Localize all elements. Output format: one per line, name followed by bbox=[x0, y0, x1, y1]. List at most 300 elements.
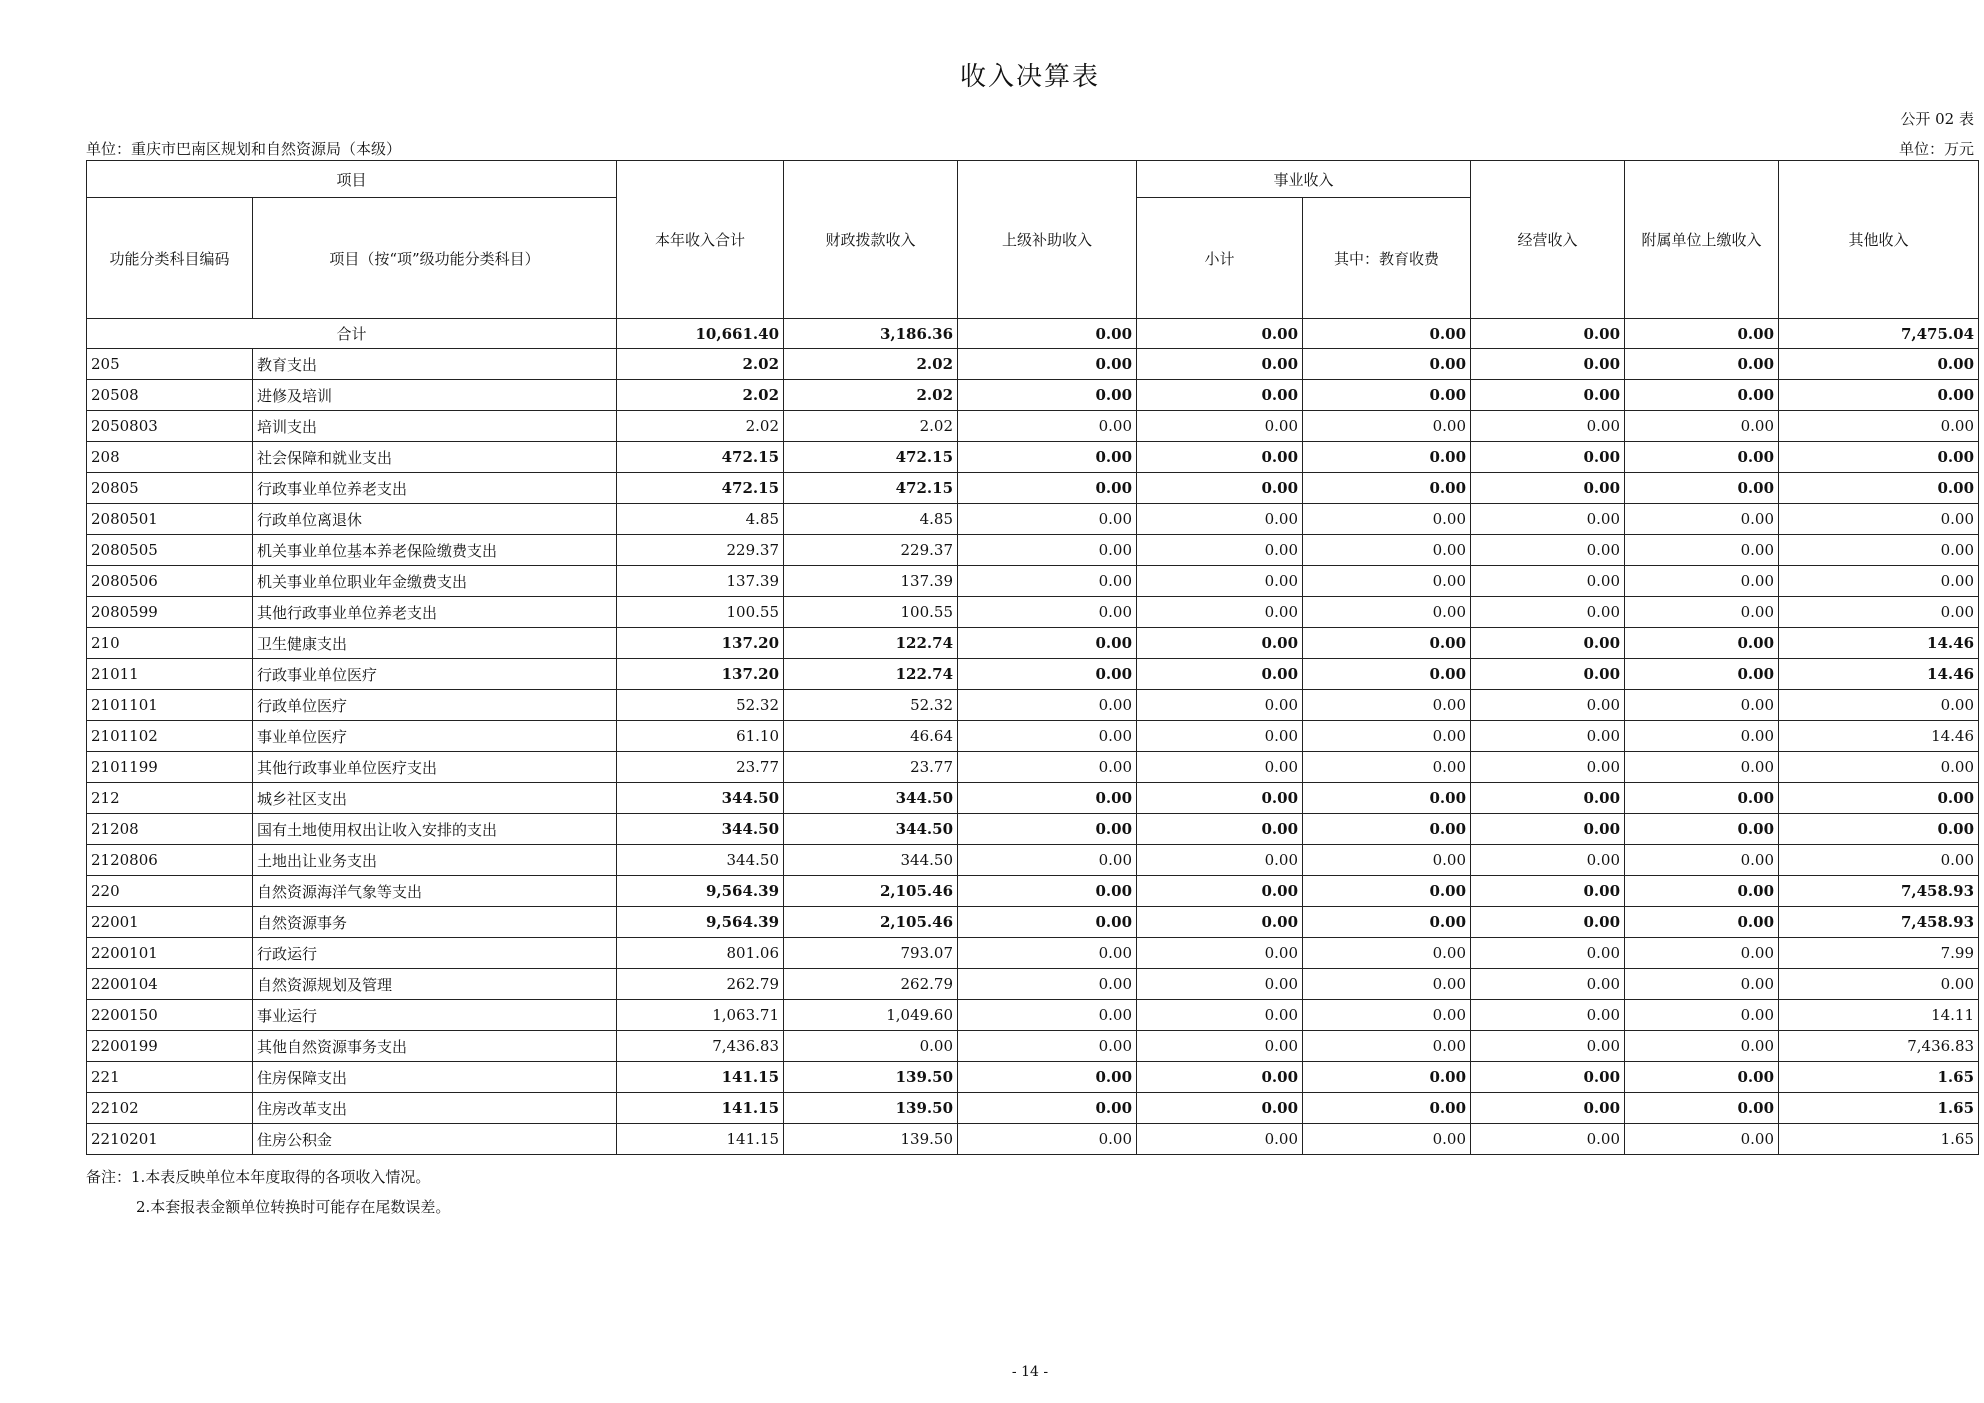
row-value: 1.65 bbox=[1779, 1062, 1979, 1093]
row-name: 社会保障和就业支出 bbox=[253, 442, 617, 473]
row-code: 2080505 bbox=[87, 535, 253, 566]
row-value: 472.15 bbox=[784, 442, 958, 473]
row-value: 0.00 bbox=[1137, 690, 1303, 721]
row-value: 344.50 bbox=[617, 814, 784, 845]
row-value: 344.50 bbox=[784, 845, 958, 876]
row-value: 0.00 bbox=[1137, 628, 1303, 659]
row-value: 0.00 bbox=[1625, 721, 1779, 752]
row-value: 2.02 bbox=[617, 380, 784, 411]
table-row bbox=[87, 535, 1979, 566]
row-value: 61.10 bbox=[617, 721, 784, 752]
row-value: 0.00 bbox=[1303, 690, 1471, 721]
row-code: 208 bbox=[87, 442, 253, 473]
row-value: 0.00 bbox=[958, 349, 1137, 380]
row-value: 0.00 bbox=[1303, 1062, 1471, 1093]
row-value: 0.00 bbox=[1471, 1031, 1625, 1062]
row-code: 205 bbox=[87, 349, 253, 380]
header-business: 事业收入 bbox=[1137, 161, 1471, 198]
row-value: 0.00 bbox=[1625, 969, 1779, 1000]
row-value: 0.00 bbox=[1303, 597, 1471, 628]
row-value: 1.65 bbox=[1779, 1124, 1979, 1155]
row-value: 344.50 bbox=[784, 814, 958, 845]
row-value: 0.00 bbox=[1471, 504, 1625, 535]
header-item: 项目（按“项”级功能分类科目） bbox=[253, 198, 617, 319]
row-code: 21011 bbox=[87, 659, 253, 690]
table-row bbox=[87, 969, 1979, 1000]
row-value: 7,436.83 bbox=[617, 1031, 784, 1062]
row-code: 2050803 bbox=[87, 411, 253, 442]
table-row bbox=[87, 1000, 1979, 1031]
row-name: 国有土地使用权出让收入安排的支出 bbox=[253, 814, 617, 845]
row-value: 0.00 bbox=[1625, 411, 1779, 442]
row-value: 0.00 bbox=[1471, 659, 1625, 690]
row-code: 2200150 bbox=[87, 1000, 253, 1031]
total-cell: 0.00 bbox=[1303, 319, 1471, 349]
row-value: 0.00 bbox=[1137, 876, 1303, 907]
row-name: 其他行政事业单位医疗支出 bbox=[253, 752, 617, 783]
row-value: 0.00 bbox=[958, 442, 1137, 473]
row-value: 23.77 bbox=[617, 752, 784, 783]
notes bbox=[86, 1162, 450, 1222]
row-value: 0.00 bbox=[1137, 907, 1303, 938]
header-code: 功能分类科目编码 bbox=[87, 198, 253, 319]
row-value: 0.00 bbox=[1471, 1000, 1625, 1031]
row-code: 2210201 bbox=[87, 1124, 253, 1155]
row-value: 262.79 bbox=[617, 969, 784, 1000]
row-value: 0.00 bbox=[1303, 473, 1471, 504]
row-value: 137.39 bbox=[784, 566, 958, 597]
row-value: 0.00 bbox=[1303, 721, 1471, 752]
row-name: 行政事业单位养老支出 bbox=[253, 473, 617, 504]
row-name: 卫生健康支出 bbox=[253, 628, 617, 659]
row-code: 21208 bbox=[87, 814, 253, 845]
row-value: 0.00 bbox=[1303, 969, 1471, 1000]
row-value: 262.79 bbox=[784, 969, 958, 1000]
row-value: 0.00 bbox=[1471, 1124, 1625, 1155]
row-value: 229.37 bbox=[617, 535, 784, 566]
table-row bbox=[87, 1124, 1979, 1155]
row-value: 0.00 bbox=[1471, 969, 1625, 1000]
row-value: 0.00 bbox=[1303, 628, 1471, 659]
total-cell: 0.00 bbox=[1471, 319, 1625, 349]
row-value: 0.00 bbox=[958, 1062, 1137, 1093]
row-value: 0.00 bbox=[1303, 752, 1471, 783]
row-code: 22001 bbox=[87, 907, 253, 938]
row-value: 0.00 bbox=[1303, 349, 1471, 380]
note-2: 2.本套报表金额单位转换时可能存在尾数误差。 bbox=[136, 1198, 451, 1216]
row-value: 0.00 bbox=[1779, 597, 1979, 628]
row-value: 0.00 bbox=[1137, 535, 1303, 566]
row-value: 7,458.93 bbox=[1779, 907, 1979, 938]
row-code: 20805 bbox=[87, 473, 253, 504]
row-value: 0.00 bbox=[958, 752, 1137, 783]
row-value: 0.00 bbox=[1137, 659, 1303, 690]
row-value: 1,049.60 bbox=[784, 1000, 958, 1031]
row-value: 0.00 bbox=[1471, 876, 1625, 907]
row-value: 0.00 bbox=[958, 690, 1137, 721]
row-value: 0.00 bbox=[958, 659, 1137, 690]
row-name: 培训支出 bbox=[253, 411, 617, 442]
row-value: 122.74 bbox=[784, 659, 958, 690]
row-value: 0.00 bbox=[1625, 349, 1779, 380]
row-value: 0.00 bbox=[1137, 504, 1303, 535]
row-value: 52.32 bbox=[784, 690, 958, 721]
row-value: 100.55 bbox=[617, 597, 784, 628]
row-value: 0.00 bbox=[1625, 1031, 1779, 1062]
row-value: 0.00 bbox=[1625, 876, 1779, 907]
row-name: 机关事业单位职业年金缴费支出 bbox=[253, 566, 617, 597]
page-title: 收入决算表 bbox=[959, 62, 1100, 92]
row-value: 46.64 bbox=[784, 721, 958, 752]
row-value: 472.15 bbox=[784, 473, 958, 504]
row-value: 0.00 bbox=[1303, 938, 1471, 969]
row-code: 2080501 bbox=[87, 504, 253, 535]
row-value: 2.02 bbox=[784, 380, 958, 411]
row-value: 0.00 bbox=[1779, 752, 1979, 783]
row-value: 0.00 bbox=[958, 938, 1137, 969]
row-name: 教育支出 bbox=[253, 349, 617, 380]
row-value: 137.39 bbox=[617, 566, 784, 597]
row-value: 139.50 bbox=[784, 1124, 958, 1155]
row-value: 0.00 bbox=[1137, 721, 1303, 752]
table-row bbox=[87, 473, 1979, 504]
row-value: 0.00 bbox=[1471, 473, 1625, 504]
table-row bbox=[87, 752, 1979, 783]
row-value: 0.00 bbox=[1303, 411, 1471, 442]
row-name: 事业运行 bbox=[253, 1000, 617, 1031]
row-value: 801.06 bbox=[617, 938, 784, 969]
row-value: 0.00 bbox=[1137, 783, 1303, 814]
row-value: 0.00 bbox=[1137, 1062, 1303, 1093]
row-value: 7,458.93 bbox=[1779, 876, 1979, 907]
row-code: 2120806 bbox=[87, 845, 253, 876]
row-value: 0.00 bbox=[1625, 938, 1779, 969]
table-row bbox=[87, 814, 1979, 845]
row-value: 0.00 bbox=[784, 1031, 958, 1062]
row-name: 其他行政事业单位养老支出 bbox=[253, 597, 617, 628]
table-row bbox=[87, 628, 1979, 659]
row-value: 0.00 bbox=[1137, 938, 1303, 969]
row-value: 0.00 bbox=[1137, 814, 1303, 845]
page-number: - 14 - bbox=[1011, 1364, 1049, 1380]
row-value: 1.65 bbox=[1779, 1093, 1979, 1124]
row-name: 住房保障支出 bbox=[253, 1062, 617, 1093]
table-row bbox=[87, 659, 1979, 690]
row-value: 0.00 bbox=[1779, 349, 1979, 380]
total-cell: 3,186.36 bbox=[784, 319, 958, 349]
row-value: 344.50 bbox=[784, 783, 958, 814]
row-value: 0.00 bbox=[1471, 442, 1625, 473]
table-row bbox=[87, 504, 1979, 535]
row-code: 220 bbox=[87, 876, 253, 907]
total-cell: 0.00 bbox=[1137, 319, 1303, 349]
row-value: 0.00 bbox=[1137, 442, 1303, 473]
reporting-unit: 单位：重庆市巴南区规划和自然资源局（本级） bbox=[86, 140, 402, 158]
row-name: 住房公积金 bbox=[253, 1124, 617, 1155]
row-value: 0.00 bbox=[1303, 1124, 1471, 1155]
row-value: 0.00 bbox=[1625, 690, 1779, 721]
row-value: 0.00 bbox=[958, 721, 1137, 752]
row-value: 1,063.71 bbox=[617, 1000, 784, 1031]
row-value: 23.77 bbox=[784, 752, 958, 783]
row-code: 2080599 bbox=[87, 597, 253, 628]
row-value: 0.00 bbox=[1471, 907, 1625, 938]
row-value: 2.02 bbox=[784, 349, 958, 380]
row-value: 0.00 bbox=[1625, 783, 1779, 814]
row-value: 0.00 bbox=[958, 473, 1137, 504]
row-value: 0.00 bbox=[1471, 938, 1625, 969]
row-value: 0.00 bbox=[1303, 783, 1471, 814]
row-value: 141.15 bbox=[617, 1093, 784, 1124]
row-value: 14.46 bbox=[1779, 628, 1979, 659]
row-value: 0.00 bbox=[1779, 814, 1979, 845]
table-row bbox=[87, 597, 1979, 628]
row-value: 9,564.39 bbox=[617, 876, 784, 907]
row-code: 2101102 bbox=[87, 721, 253, 752]
row-value: 0.00 bbox=[958, 907, 1137, 938]
row-value: 0.00 bbox=[1471, 752, 1625, 783]
row-value: 0.00 bbox=[1625, 442, 1779, 473]
row-value: 0.00 bbox=[1303, 1031, 1471, 1062]
row-value: 0.00 bbox=[1137, 411, 1303, 442]
row-value: 0.00 bbox=[1303, 907, 1471, 938]
row-value: 229.37 bbox=[784, 535, 958, 566]
total-cell: 7,475.04 bbox=[1779, 319, 1979, 349]
row-value: 344.50 bbox=[617, 783, 784, 814]
row-value: 4.85 bbox=[784, 504, 958, 535]
row-value: 472.15 bbox=[617, 442, 784, 473]
row-name: 住房改革支出 bbox=[253, 1093, 617, 1124]
row-value: 0.00 bbox=[958, 535, 1137, 566]
row-value: 0.00 bbox=[1625, 907, 1779, 938]
row-value: 0.00 bbox=[1625, 1000, 1779, 1031]
row-value: 0.00 bbox=[1471, 349, 1625, 380]
header-total-income: 本年收入合计 bbox=[617, 161, 784, 319]
table-row bbox=[87, 566, 1979, 597]
row-code: 20508 bbox=[87, 380, 253, 411]
table-row bbox=[87, 1093, 1979, 1124]
row-value: 0.00 bbox=[958, 1124, 1137, 1155]
row-code: 2080506 bbox=[87, 566, 253, 597]
row-value: 0.00 bbox=[1137, 566, 1303, 597]
row-value: 0.00 bbox=[958, 566, 1137, 597]
row-value: 14.46 bbox=[1779, 721, 1979, 752]
row-value: 0.00 bbox=[1625, 566, 1779, 597]
row-value: 0.00 bbox=[1471, 597, 1625, 628]
row-value: 0.00 bbox=[958, 411, 1137, 442]
row-name: 城乡社区支出 bbox=[253, 783, 617, 814]
row-code: 2200101 bbox=[87, 938, 253, 969]
row-value: 0.00 bbox=[1303, 1000, 1471, 1031]
row-value: 14.46 bbox=[1779, 659, 1979, 690]
row-value: 0.00 bbox=[1137, 845, 1303, 876]
row-value: 0.00 bbox=[1471, 535, 1625, 566]
row-code: 221 bbox=[87, 1062, 253, 1093]
row-code: 2101101 bbox=[87, 690, 253, 721]
row-value: 0.00 bbox=[958, 504, 1137, 535]
table-row bbox=[87, 876, 1979, 907]
row-value: 0.00 bbox=[1303, 876, 1471, 907]
row-value: 0.00 bbox=[1625, 845, 1779, 876]
row-value: 137.20 bbox=[617, 659, 784, 690]
row-value: 2.02 bbox=[617, 349, 784, 380]
row-value: 0.00 bbox=[1303, 659, 1471, 690]
row-code: 22102 bbox=[87, 1093, 253, 1124]
row-name: 行政事业单位医疗 bbox=[253, 659, 617, 690]
row-code: 2200104 bbox=[87, 969, 253, 1000]
row-name: 自然资源规划及管理 bbox=[253, 969, 617, 1000]
row-value: 0.00 bbox=[1303, 1093, 1471, 1124]
row-value: 0.00 bbox=[958, 845, 1137, 876]
row-value: 0.00 bbox=[1625, 597, 1779, 628]
table-row bbox=[87, 721, 1979, 752]
total-row bbox=[87, 319, 1979, 349]
row-value: 0.00 bbox=[1625, 473, 1779, 504]
row-value: 0.00 bbox=[1625, 380, 1779, 411]
row-value: 0.00 bbox=[958, 380, 1137, 411]
row-value: 0.00 bbox=[1471, 566, 1625, 597]
note-1: 备注：1.本表反映单位本年度取得的各项收入情况。 bbox=[86, 1168, 431, 1186]
row-value: 2,105.46 bbox=[784, 876, 958, 907]
row-value: 0.00 bbox=[1471, 380, 1625, 411]
row-value: 0.00 bbox=[1471, 690, 1625, 721]
table-row bbox=[87, 411, 1979, 442]
row-name: 行政单位离退休 bbox=[253, 504, 617, 535]
row-value: 137.20 bbox=[617, 628, 784, 659]
row-value: 2.02 bbox=[784, 411, 958, 442]
row-value: 0.00 bbox=[1137, 349, 1303, 380]
header-education: 其中：教育收费 bbox=[1303, 198, 1471, 319]
row-value: 52.32 bbox=[617, 690, 784, 721]
row-value: 0.00 bbox=[958, 783, 1137, 814]
row-value: 0.00 bbox=[958, 969, 1137, 1000]
row-value: 0.00 bbox=[958, 1031, 1137, 1062]
row-code: 212 bbox=[87, 783, 253, 814]
table-row bbox=[87, 380, 1979, 411]
header-superior: 上级补助收入 bbox=[958, 161, 1137, 319]
row-value: 0.00 bbox=[1471, 1062, 1625, 1093]
header-affiliated: 附属单位上缴收入 bbox=[1625, 161, 1779, 319]
row-value: 0.00 bbox=[1625, 752, 1779, 783]
table-row bbox=[87, 845, 1979, 876]
row-value: 0.00 bbox=[1625, 659, 1779, 690]
row-value: 7,436.83 bbox=[1779, 1031, 1979, 1062]
row-value: 0.00 bbox=[1137, 597, 1303, 628]
table-row bbox=[87, 349, 1979, 380]
row-value: 0.00 bbox=[1303, 845, 1471, 876]
table-row bbox=[87, 442, 1979, 473]
total-cell: 0.00 bbox=[958, 319, 1137, 349]
row-value: 100.55 bbox=[784, 597, 958, 628]
row-value: 122.74 bbox=[784, 628, 958, 659]
table-row bbox=[87, 907, 1979, 938]
row-value: 472.15 bbox=[617, 473, 784, 504]
row-value: 0.00 bbox=[958, 876, 1137, 907]
row-code: 2200199 bbox=[87, 1031, 253, 1062]
row-name: 行政单位医疗 bbox=[253, 690, 617, 721]
row-value: 0.00 bbox=[1137, 1000, 1303, 1031]
header-operating: 经营收入 bbox=[1471, 161, 1625, 319]
header-fiscal: 财政拨款收入 bbox=[784, 161, 958, 319]
row-value: 0.00 bbox=[958, 1093, 1137, 1124]
row-value: 0.00 bbox=[1779, 969, 1979, 1000]
row-name: 进修及培训 bbox=[253, 380, 617, 411]
row-value: 0.00 bbox=[1625, 1124, 1779, 1155]
row-value: 0.00 bbox=[1779, 845, 1979, 876]
row-code: 210 bbox=[87, 628, 253, 659]
row-value: 0.00 bbox=[1471, 814, 1625, 845]
row-value: 0.00 bbox=[1471, 783, 1625, 814]
row-value: 0.00 bbox=[1137, 969, 1303, 1000]
row-code: 2101199 bbox=[87, 752, 253, 783]
row-value: 0.00 bbox=[1625, 1062, 1779, 1093]
row-value: 0.00 bbox=[1625, 535, 1779, 566]
row-value: 0.00 bbox=[1779, 566, 1979, 597]
row-value: 0.00 bbox=[1625, 1093, 1779, 1124]
table-row bbox=[87, 690, 1979, 721]
row-name: 机关事业单位基本养老保险缴费支出 bbox=[253, 535, 617, 566]
header-other: 其他收入 bbox=[1779, 161, 1979, 319]
row-value: 139.50 bbox=[784, 1062, 958, 1093]
total-cell: 10,661.40 bbox=[617, 319, 784, 349]
row-value: 139.50 bbox=[784, 1093, 958, 1124]
row-name: 其他自然资源事务支出 bbox=[253, 1031, 617, 1062]
row-value: 141.15 bbox=[617, 1062, 784, 1093]
row-value: 4.85 bbox=[617, 504, 784, 535]
row-value: 0.00 bbox=[1303, 504, 1471, 535]
form-number: 公开 02 表 bbox=[1900, 110, 1974, 128]
row-value: 0.00 bbox=[1137, 752, 1303, 783]
row-value: 793.07 bbox=[784, 938, 958, 969]
row-value: 0.00 bbox=[1303, 442, 1471, 473]
row-value: 0.00 bbox=[1471, 1093, 1625, 1124]
row-value: 141.15 bbox=[617, 1124, 784, 1155]
row-value: 0.00 bbox=[958, 597, 1137, 628]
row-value: 0.00 bbox=[1779, 442, 1979, 473]
row-value: 0.00 bbox=[1779, 380, 1979, 411]
table-row bbox=[87, 938, 1979, 969]
row-name: 自然资源事务 bbox=[253, 907, 617, 938]
header-subtotal: 小计 bbox=[1137, 198, 1303, 319]
row-name: 事业单位医疗 bbox=[253, 721, 617, 752]
row-value: 0.00 bbox=[1779, 690, 1979, 721]
row-value: 0.00 bbox=[1625, 504, 1779, 535]
row-value: 0.00 bbox=[1625, 814, 1779, 845]
total-label: 合计 bbox=[87, 319, 617, 349]
header-project: 项目 bbox=[87, 161, 617, 198]
row-name: 土地出让业务支出 bbox=[253, 845, 617, 876]
row-value: 0.00 bbox=[1625, 628, 1779, 659]
table-row bbox=[87, 1062, 1979, 1093]
currency-unit: 单位：万元 bbox=[1898, 140, 1974, 158]
income-table bbox=[86, 160, 1979, 1155]
row-value: 0.00 bbox=[1779, 783, 1979, 814]
row-value: 0.00 bbox=[1303, 380, 1471, 411]
row-value: 0.00 bbox=[1137, 473, 1303, 504]
row-value: 0.00 bbox=[1303, 535, 1471, 566]
row-value: 344.50 bbox=[617, 845, 784, 876]
row-value: 0.00 bbox=[1779, 411, 1979, 442]
row-name: 行政运行 bbox=[253, 938, 617, 969]
row-value: 0.00 bbox=[1137, 1031, 1303, 1062]
row-value: 2,105.46 bbox=[784, 907, 958, 938]
table-row bbox=[87, 1031, 1979, 1062]
row-value: 0.00 bbox=[958, 1000, 1137, 1031]
row-value: 0.00 bbox=[1471, 628, 1625, 659]
total-cell: 0.00 bbox=[1625, 319, 1779, 349]
table-row bbox=[87, 783, 1979, 814]
row-value: 0.00 bbox=[1303, 566, 1471, 597]
